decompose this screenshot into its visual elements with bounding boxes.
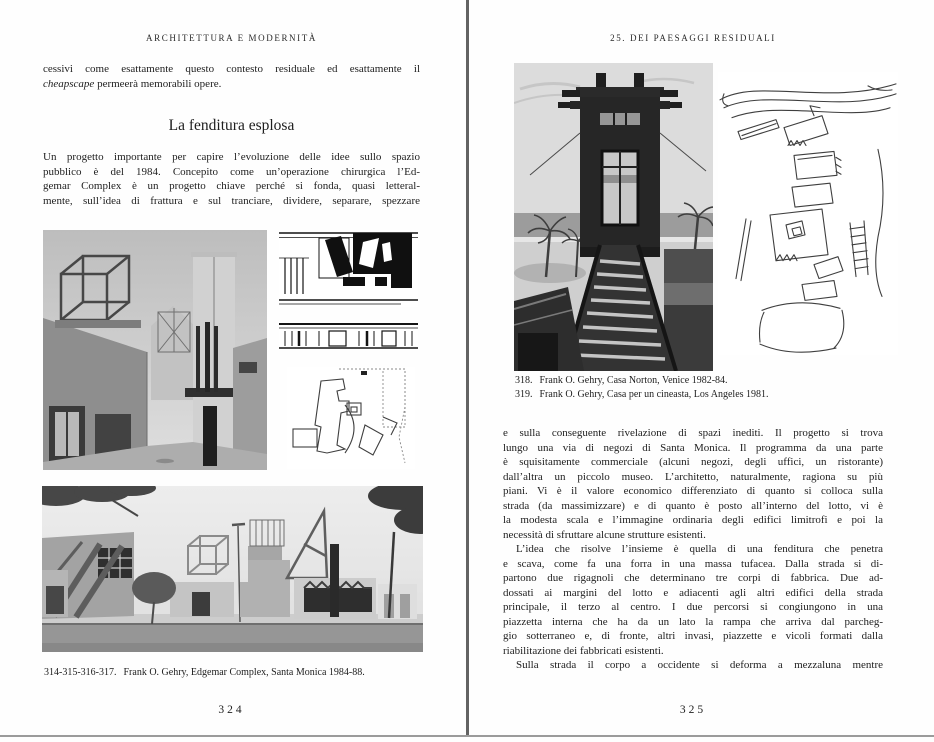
figure-ground-plan-drawing [279, 230, 418, 307]
text-line: principale, il terzo al centro. I due percorsi si congiungono in una [503, 601, 883, 613]
text-line: mente, sull’idea di frattura e sul tranciare, dividere, separare, spezzare [43, 194, 420, 207]
text-line: cessivi come esattamente questo contesto residuale ed esattamente il [43, 63, 420, 75]
section-heading: La fenditura esplosa [168, 117, 295, 134]
running-head-text: ARCHITETTURA E MODERNITÀ [146, 33, 317, 43]
italic-term: cheapscape [43, 77, 95, 90]
gutter-divider [466, 0, 469, 737]
caption-number: 314-315-316-317. [44, 667, 117, 678]
text-line: Un progetto importante per capire l’evoluzione delle idee sullo spazio [43, 151, 420, 163]
text-line: strada (da massimizzare) e di quanto è posto all’interno del lotto, vi è [503, 499, 883, 512]
right-running-head [503, 33, 883, 43]
edgemar-street-photo [42, 486, 423, 652]
text-line: L’idea che risolve l’insieme è quella di una fenditura che penetra [516, 543, 883, 555]
casa-norton-photo [514, 63, 713, 371]
caption-line [515, 388, 895, 402]
text-line: lungo una via di negozi di Santa Monica. Il programma da una parte [503, 441, 883, 454]
text-line: piazzetta interna che ha da un lato la rampa che arriva dal parcheg- [503, 615, 883, 628]
text-line: necessità di sfruttare alcune strutture esistenti. [503, 528, 706, 541]
caption-text: Frank O. Gehry, Edgemar Complex, Santa Monica 1984-88. [123, 667, 365, 678]
text-line: gemar Complex è un progetto chiave perché si fonda, quasi letteral- [43, 180, 420, 192]
edgemar-courtyard-photo [43, 230, 267, 470]
text-run: permeerà memorabili opere. [94, 77, 222, 90]
text-line: riabilitazione dei fabbricati esistenti. [503, 644, 664, 657]
left-caption [44, 666, 421, 680]
caption-line [515, 374, 895, 388]
site-plan-drawing [287, 367, 415, 469]
text-line: gio sotterraneo e, di fronte, altri invasi, piazzette e vicoli formati dalla [503, 630, 883, 642]
text-line: piani. Vi è il valore economico differenziato di quanto si colloca sulla [503, 485, 883, 497]
text-line: dossati ai margini del lotto e adiacenti agli altri edifici della strada [503, 586, 883, 599]
street-elevation-drawing [279, 322, 418, 350]
caption-number: 318. [515, 375, 533, 386]
left-intro-paragraph [43, 62, 420, 91]
text-line: dall’altra un piccolo museo. L’architetto, naturalmente, ragiona su più [503, 470, 883, 483]
text-line: pubblico è del 1984. Concepito come un’operazione chirurgica l’Ed- [43, 165, 420, 178]
caption-text: Frank O. Gehry, Casa per un cineasta, Los Angeles 1981. [539, 389, 769, 400]
cineasta-sketch-drawing [718, 72, 898, 355]
right-folio: 325 [679, 704, 707, 716]
caption-text: Frank O. Gehry, Casa Norton, Venice 1982-84. [539, 375, 728, 386]
text-line: Sulla strada il corpo a occidente si deforma a mezzaluna mentre [516, 659, 883, 671]
left-running-head [43, 33, 420, 43]
left-folio: 324 [218, 704, 245, 716]
text-line [43, 77, 420, 92]
page-bottom-edge-rule [0, 735, 934, 737]
caption-number: 319. [515, 389, 533, 400]
text-line: partono due rigagnoli che determinano tre corpi di fabbrica. Due ad- [503, 572, 883, 584]
right-captions [515, 374, 895, 402]
right-body-text [503, 426, 883, 673]
text-line: e sulla conseguente rivelazione di spazi inediti. Il progetto si trova [503, 427, 883, 439]
text-line: la modesta scala e l’immagine ordinaria degli edifici limitrofi e poi la [503, 514, 883, 526]
text-line: è squisitamente commerciale (alcuni negozi, degli uffici, un ristorante) [503, 456, 883, 468]
left-body-paragraph [43, 150, 420, 208]
text-line: e scava, come fa una forra in una massa tufacea. Dalla strada si di- [503, 557, 883, 570]
running-head-text: 25. DEI PAESAGGI RESIDUALI [610, 33, 776, 43]
